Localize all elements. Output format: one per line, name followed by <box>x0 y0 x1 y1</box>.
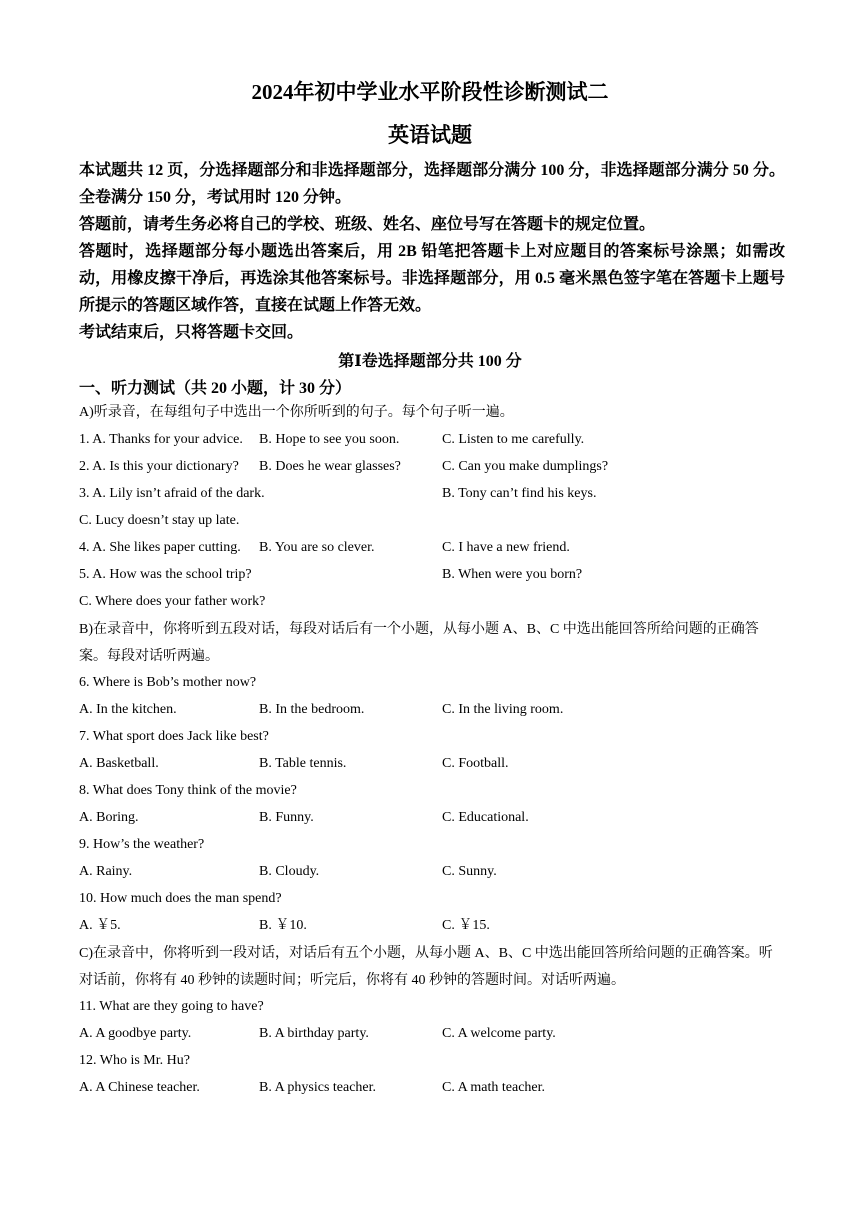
q9-option-a: A. Rainy. <box>79 864 133 879</box>
q8-options-row <box>0 808 860 828</box>
q11-option-c: C. A welcome party. <box>442 1026 556 1041</box>
question-row-2 <box>0 457 860 477</box>
q3-option-a: 3. A. Lily isn’t afraid of the dark. <box>79 486 265 501</box>
q6-option-c: C. In the living room. <box>442 702 564 717</box>
q6-stem-row <box>0 673 860 693</box>
q12-option-c: C. A math teacher. <box>442 1080 546 1095</box>
q4-option-b: B. You are so clever. <box>259 540 375 555</box>
part-title: 一、听力测试（共 20 小题，计 30 分） <box>79 380 352 397</box>
q11-option-a: A. A goodbye party. <box>79 1026 192 1041</box>
partB-direction: B)在录音中，你将听到五段对话，每段对话后有一个小题，从每小题 A、B、C 中选出能回答所给问题的正确答案。每段对话听两遍。 <box>79 622 759 664</box>
instruction-2: 答题前，请考生务必将自己的学校、班级、姓名、座位号写在答题卡的规定位置。 <box>79 216 656 233</box>
instruction-3: 答题时，选择题部分每小题选出答案后，用 2B 铅笔把答题卡上对应题目的答案标号涂黑；如需改动，用橡皮擦干净后，再选涂其他答案标号。非选择题部分，用 0.5 毫米黑色签字笔在答题卡上题号所提示的答题区域作答，直接在试题上作答无效。 <box>79 243 785 314</box>
partC-direction: C)在录音中，你将听到一段对话，对话后有五个小题，从每小题 A、B、C 中选出能回答所给问题的正确答案。听对话前，你将有 40 秒钟的读题时间；听完后，你将有 40 秒钟的答题时间。对话听两遍。 <box>79 946 773 988</box>
q7-options-row <box>0 754 860 774</box>
question-row-5c <box>0 592 860 612</box>
q5-option-a: 5. A. How was the school trip? <box>79 567 252 582</box>
exam-subtitle: 英语试题 <box>388 123 472 147</box>
q10-stem-row <box>0 889 860 909</box>
q11-stem: 11. What are they going to have? <box>79 999 264 1014</box>
q7-option-a: A. Basketball. <box>79 756 159 771</box>
q11-options-row <box>0 1024 860 1044</box>
section-title: 第Ⅰ卷选择题部分共 100 分 <box>338 353 522 370</box>
q1-option-b: B. Hope to see you soon. <box>259 432 400 447</box>
q9-options-row <box>0 862 860 882</box>
q8-option-b: B. Funny. <box>259 810 314 825</box>
q4-option-a: 4. A. She likes paper cutting. <box>79 540 241 555</box>
question-row-4 <box>0 538 860 558</box>
q6-option-b: B. In the bedroom. <box>259 702 365 717</box>
q9-stem: 9. How’s the weather? <box>79 837 205 852</box>
q8-stem-row <box>0 781 860 801</box>
q1-option-c: C. Listen to me carefully. <box>442 432 585 447</box>
q6-stem: 6. Where is Bob’s mother now? <box>79 675 257 690</box>
q12-option-a: A. A Chinese teacher. <box>79 1080 200 1095</box>
q11-option-b: B. A birthday party. <box>259 1026 369 1041</box>
q9-option-c: C. Sunny. <box>442 864 497 879</box>
q7-option-c: C. Football. <box>442 756 509 771</box>
partA-direction: A)听录音，在每组句子中选出一个你所听到的句子。每个句子听一遍。 <box>79 405 514 420</box>
q8-option-a: A. Boring. <box>79 810 139 825</box>
question-row-3c <box>0 511 860 531</box>
q3-option-b: B. Tony can’t find his keys. <box>442 486 597 501</box>
q12-options-row <box>0 1078 860 1098</box>
q8-stem: 8. What does Tony think of the movie? <box>79 783 297 798</box>
exam-title: 2024年初中学业水平阶段性诊断测试二 <box>251 80 609 104</box>
q3-option-c: C. Lucy doesn’t stay up late. <box>79 513 240 528</box>
q9-stem-row <box>0 835 860 855</box>
q8-option-c: C. Educational. <box>442 810 529 825</box>
q12-option-b: B. A physics teacher. <box>259 1080 377 1095</box>
question-row-1 <box>0 430 860 450</box>
q12-stem-row <box>0 1051 860 1071</box>
q4-option-c: C. I have a new friend. <box>442 540 570 555</box>
instruction-4: 考试结束后，只将答题卡交回。 <box>79 324 304 341</box>
q11-stem-row <box>0 997 860 1017</box>
question-row-5 <box>0 565 860 585</box>
q7-stem: 7. What sport does Jack like best? <box>79 729 269 744</box>
q10-options-row <box>0 916 860 936</box>
q10-option-a: A. ￥5. <box>79 918 121 933</box>
q1-option-a: 1. A. Thanks for your advice. <box>79 432 243 447</box>
q9-option-b: B. Cloudy. <box>259 864 320 879</box>
q10-stem: 10. How much does the man spend? <box>79 891 282 906</box>
q2-option-c: C. Can you make dumplings? <box>442 459 609 474</box>
q10-option-c: C. ￥15. <box>442 918 490 933</box>
q5-option-c: C. Where does your father work? <box>79 594 266 609</box>
q7-stem-row <box>0 727 860 747</box>
q6-option-a: A. In the kitchen. <box>79 702 177 717</box>
q10-option-b: B. ￥10. <box>259 918 307 933</box>
q6-options-row <box>0 700 860 720</box>
q2-option-b: B. Does he wear glasses? <box>259 459 401 474</box>
instruction-1: 本试题共 12 页，分选择题部分和非选择题部分，选择题部分满分 100 分，非选择题部分满分 50 分。全卷满分 150 分，考试用时 120 分钟。 <box>79 162 785 206</box>
q5-option-b: B. When were you born? <box>442 567 583 582</box>
q7-option-b: B. Table tennis. <box>259 756 347 771</box>
question-row-3 <box>0 484 860 504</box>
q12-stem: 12. Who is Mr. Hu? <box>79 1053 190 1068</box>
q2-option-a: 2. A. Is this your dictionary? <box>79 459 239 474</box>
